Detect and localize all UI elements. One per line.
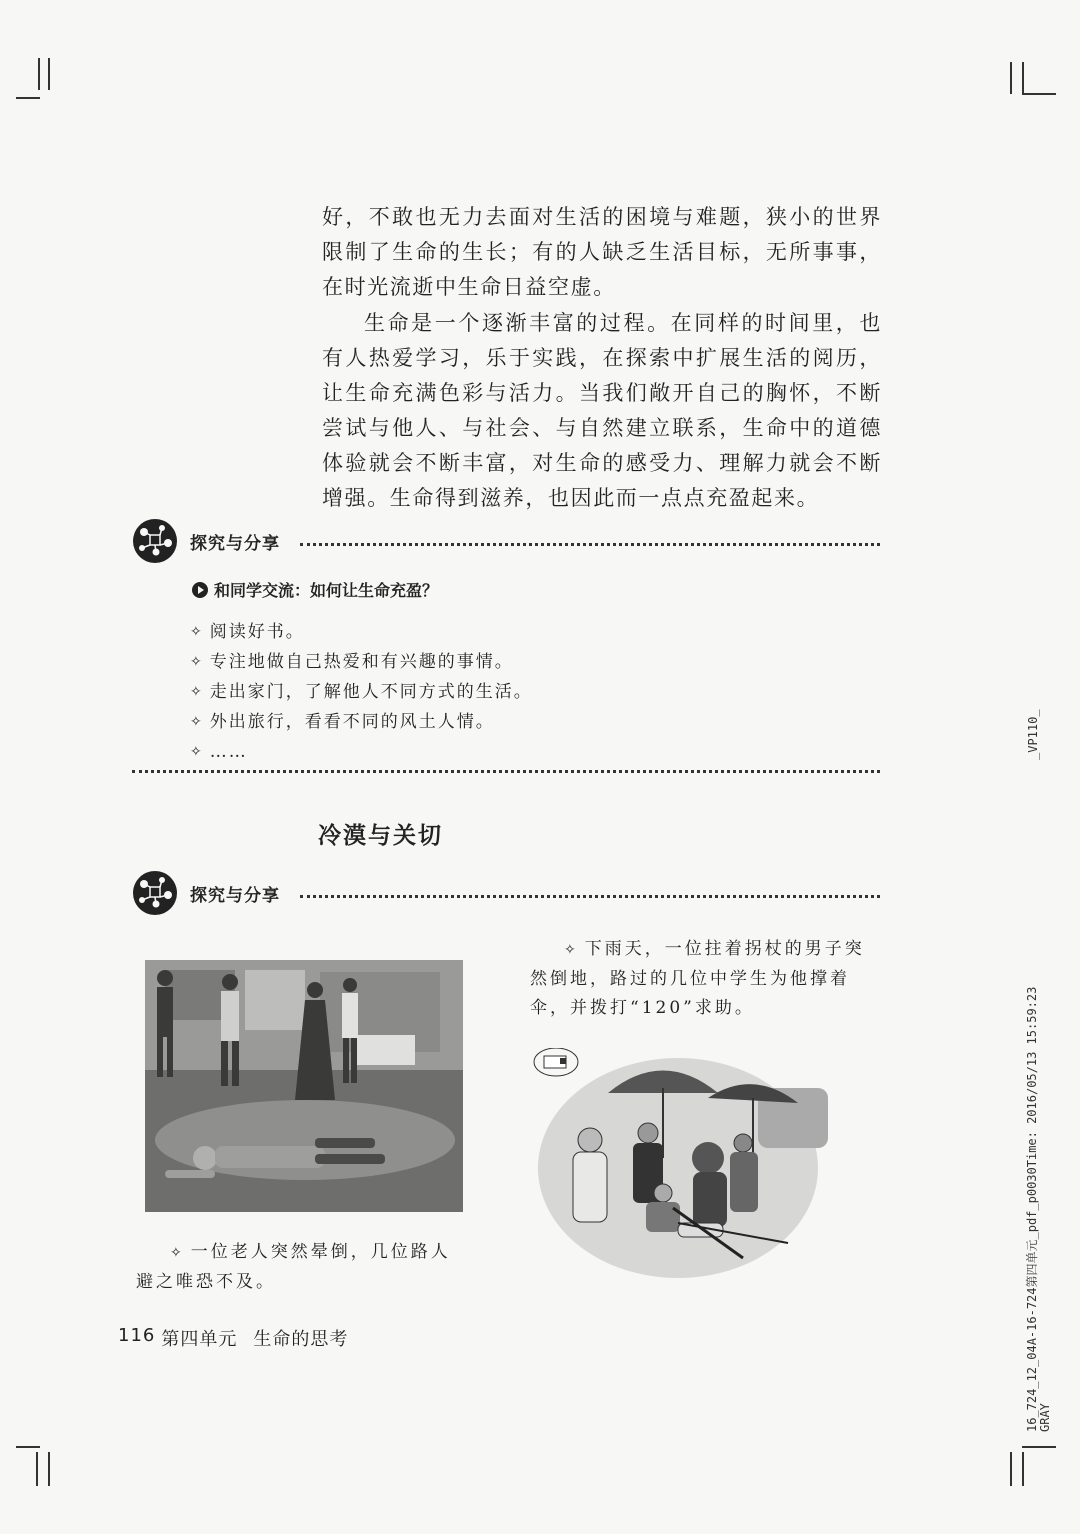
section-title: 探究与分享	[190, 534, 280, 554]
crop-mark-top-left	[38, 58, 40, 90]
diamond-bullet-icon: ✧	[190, 744, 204, 760]
suggestion-list	[190, 617, 533, 767]
list-item	[190, 647, 533, 677]
diamond-bullet-icon: ✧	[190, 714, 204, 730]
body-paragraph: 生命是一个逐渐丰富的过程。在同样的时间里，也有人热爱学习，乐于实践，在探索中扩展生活的阅历，让生命充满色彩与活力。当我们敞开自己的胸怀，不断尝试与他人、与社会、与自然建立联系，生命中的道德体验就会不断丰富，对生命的感受力、理解力就会不断增强。生命得到滋养，也因此而一点点充盈起来。	[322, 311, 882, 510]
crop-mark-bottom-right	[1010, 1452, 1012, 1486]
section-heading: 冷漠与关切	[318, 823, 443, 849]
crop-mark-bottom-left	[48, 1452, 50, 1486]
diamond-bullet-icon: ✧	[190, 684, 204, 700]
list-item	[190, 617, 533, 647]
caption-text: 下雨天，一位拄着拐杖的男子突然倒地，路过的几位中学生为他撑着伞，并拨打“120”求助。	[530, 939, 865, 1018]
list-item	[190, 677, 533, 707]
illustration-street-scene	[145, 960, 463, 1212]
diamond-bullet-icon: ✧	[564, 942, 579, 958]
crop-mark-bottom-left	[16, 1446, 40, 1448]
list-item-text: ……	[209, 742, 248, 762]
print-margin-note: _VP110_	[1026, 709, 1040, 760]
crop-mark-top-right	[1010, 62, 1012, 94]
list-item-text: 阅读好书。	[209, 622, 305, 642]
discussion-question	[192, 578, 438, 601]
list-item-text: 外出旅行，看看不同的风土人情。	[209, 712, 495, 732]
diamond-bullet-icon: ✧	[190, 624, 204, 640]
explore-share-header	[132, 518, 880, 566]
illustration-caption	[530, 935, 880, 1023]
explore-share-header	[132, 870, 880, 918]
crop-mark-bottom-right	[1022, 1452, 1024, 1486]
section-title: 探究与分享	[190, 886, 280, 906]
crop-mark-top-right	[1022, 93, 1056, 95]
crop-mark-bottom-left	[36, 1452, 38, 1486]
body-paragraph: 好，不敢也无力去面对生活的困境与难题，狭小的世界限制了生命的生长；有的人缺乏生活目标，无所事事，在时光流逝中生命日益空虚。	[322, 205, 882, 299]
question-text: 和同学交流：如何让生命充盈？	[214, 581, 439, 600]
caption-text: 一位老人突然晕倒，几位路人避之唯恐不及。	[136, 1242, 451, 1292]
play-arrow-icon	[192, 582, 208, 598]
list-item	[190, 737, 533, 767]
list-item-text: 专注地做自己热爱和有兴趣的事情。	[209, 652, 514, 672]
crop-mark-top-left	[16, 97, 40, 99]
crop-mark-top-left	[48, 58, 50, 90]
print-margin-note: GRAY	[1038, 1403, 1052, 1432]
page-number: 116	[118, 1325, 156, 1346]
illustration-rainy-help	[528, 1048, 830, 1280]
diamond-bullet-icon: ✧	[170, 1245, 185, 1261]
illustration-caption	[136, 1238, 466, 1297]
crop-mark-top-right	[1022, 62, 1024, 94]
dotted-divider	[300, 895, 880, 898]
unit-name: 第四单元	[161, 1329, 238, 1350]
page-footer	[118, 1325, 348, 1351]
molecule-icon	[132, 870, 178, 916]
crop-mark-bottom-right	[1022, 1446, 1056, 1448]
diamond-bullet-icon: ✧	[190, 654, 204, 670]
print-margin-note: 16_724_12_04A-16-724第四单元_pdf_p0030Time: 2016/05/13 15:59:23	[1025, 986, 1039, 1432]
dotted-divider	[132, 770, 880, 773]
unit-title: 生命的思考	[253, 1329, 349, 1350]
list-item	[190, 707, 533, 737]
dotted-divider	[300, 543, 880, 546]
molecule-icon	[132, 518, 178, 564]
list-item-text: 走出家门，了解他人不同方式的生活。	[209, 682, 533, 702]
